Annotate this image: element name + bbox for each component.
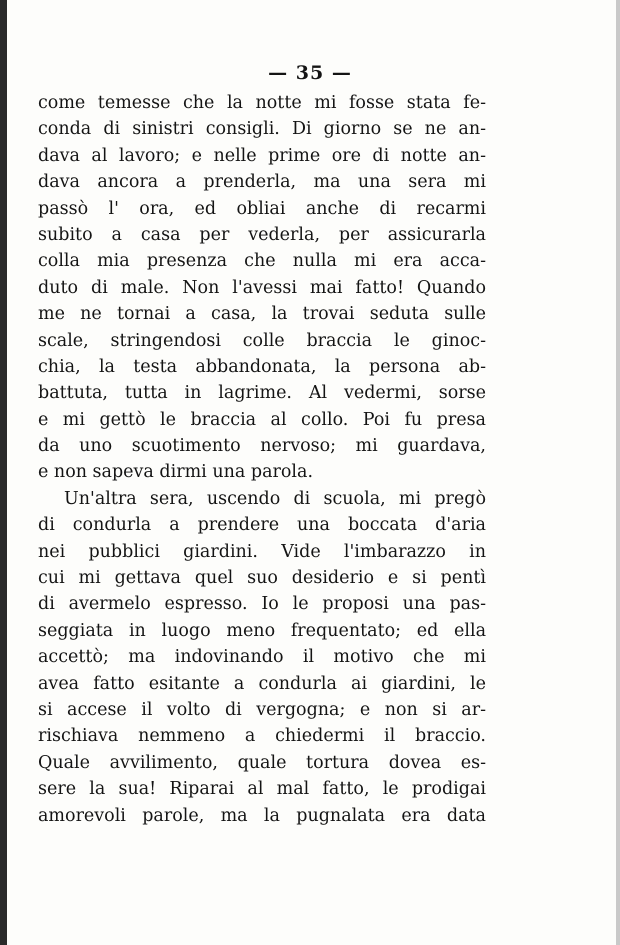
text-line: Un'altra sera, uscendo di scuola, mi pregò: [64, 488, 486, 509]
text-line: scale, stringendosi colle braccia le ginoc-: [38, 330, 486, 351]
page-right-edge: [616, 0, 620, 945]
text-line: colla mia presenza che nulla mi era acca-: [38, 251, 486, 272]
text-line: conda di sinistri consigli. Di giorno se ne an-: [38, 119, 486, 140]
page-left-edge: [0, 0, 7, 945]
text-line: me ne tornai a casa, la trovai seduta sulle: [38, 304, 486, 325]
text-line: e mi gettò le braccia al collo. Poi fu presa: [38, 409, 486, 430]
text-line: dava al lavoro; e nelle prime ore di notte an-: [38, 145, 486, 166]
text-line: di condurla a prendere una boccata d'aria: [38, 515, 486, 536]
text-line: dava ancora a prenderla, ma una sera mi: [38, 172, 486, 193]
text-line: e non sapeva dirmi una parola.: [38, 462, 314, 483]
page-number: — 35 —: [268, 62, 352, 84]
text-line: rischiava nemmeno a chiedermi il braccio.: [38, 726, 486, 747]
text-line: si accese il volto di vergogna; e non si ar-: [38, 699, 486, 720]
text-line: nei pubblici giardini. Vide l'imbarazzo in: [38, 541, 486, 562]
text-line: amorevoli parole, ma la pugnalata era data: [38, 805, 486, 826]
text-line: battuta, tutta in lagrime. Al vedermi, sorse: [38, 383, 486, 404]
text-line: accettò; ma indovinando il motivo che mi: [38, 647, 486, 668]
text-line: chia, la testa abbandonata, la persona ab-: [38, 356, 486, 377]
text-line: Quale avvilimento, quale tortura dovea es-: [38, 752, 486, 773]
text-line: seggiata in luogo meno frequentato; ed ella: [38, 620, 486, 641]
text-line: da uno scuotimento nervoso; mi guardava,: [38, 436, 486, 457]
text-line: subito a casa per vederla, per assicurarla: [38, 224, 486, 245]
text-line: duto di male. Non l'avessi mai fatto! Quando: [38, 277, 486, 298]
body-text: [38, 90, 486, 829]
text-line: cui mi gettava quel suo desiderio e si pentì: [38, 568, 486, 589]
text-line: sere la sua! Riparai al mal fatto, le prodigai: [38, 779, 486, 800]
text-line: passò l' ora, ed obliai anche di recarmi: [38, 198, 486, 219]
text-line: di avermelo espresso. Io le proposi una pas-: [38, 594, 486, 615]
text-line: come temesse che la notte mi fosse stata fe-: [38, 93, 486, 113]
text-line: avea fatto esitante a condurla ai giardini, le: [38, 673, 486, 694]
